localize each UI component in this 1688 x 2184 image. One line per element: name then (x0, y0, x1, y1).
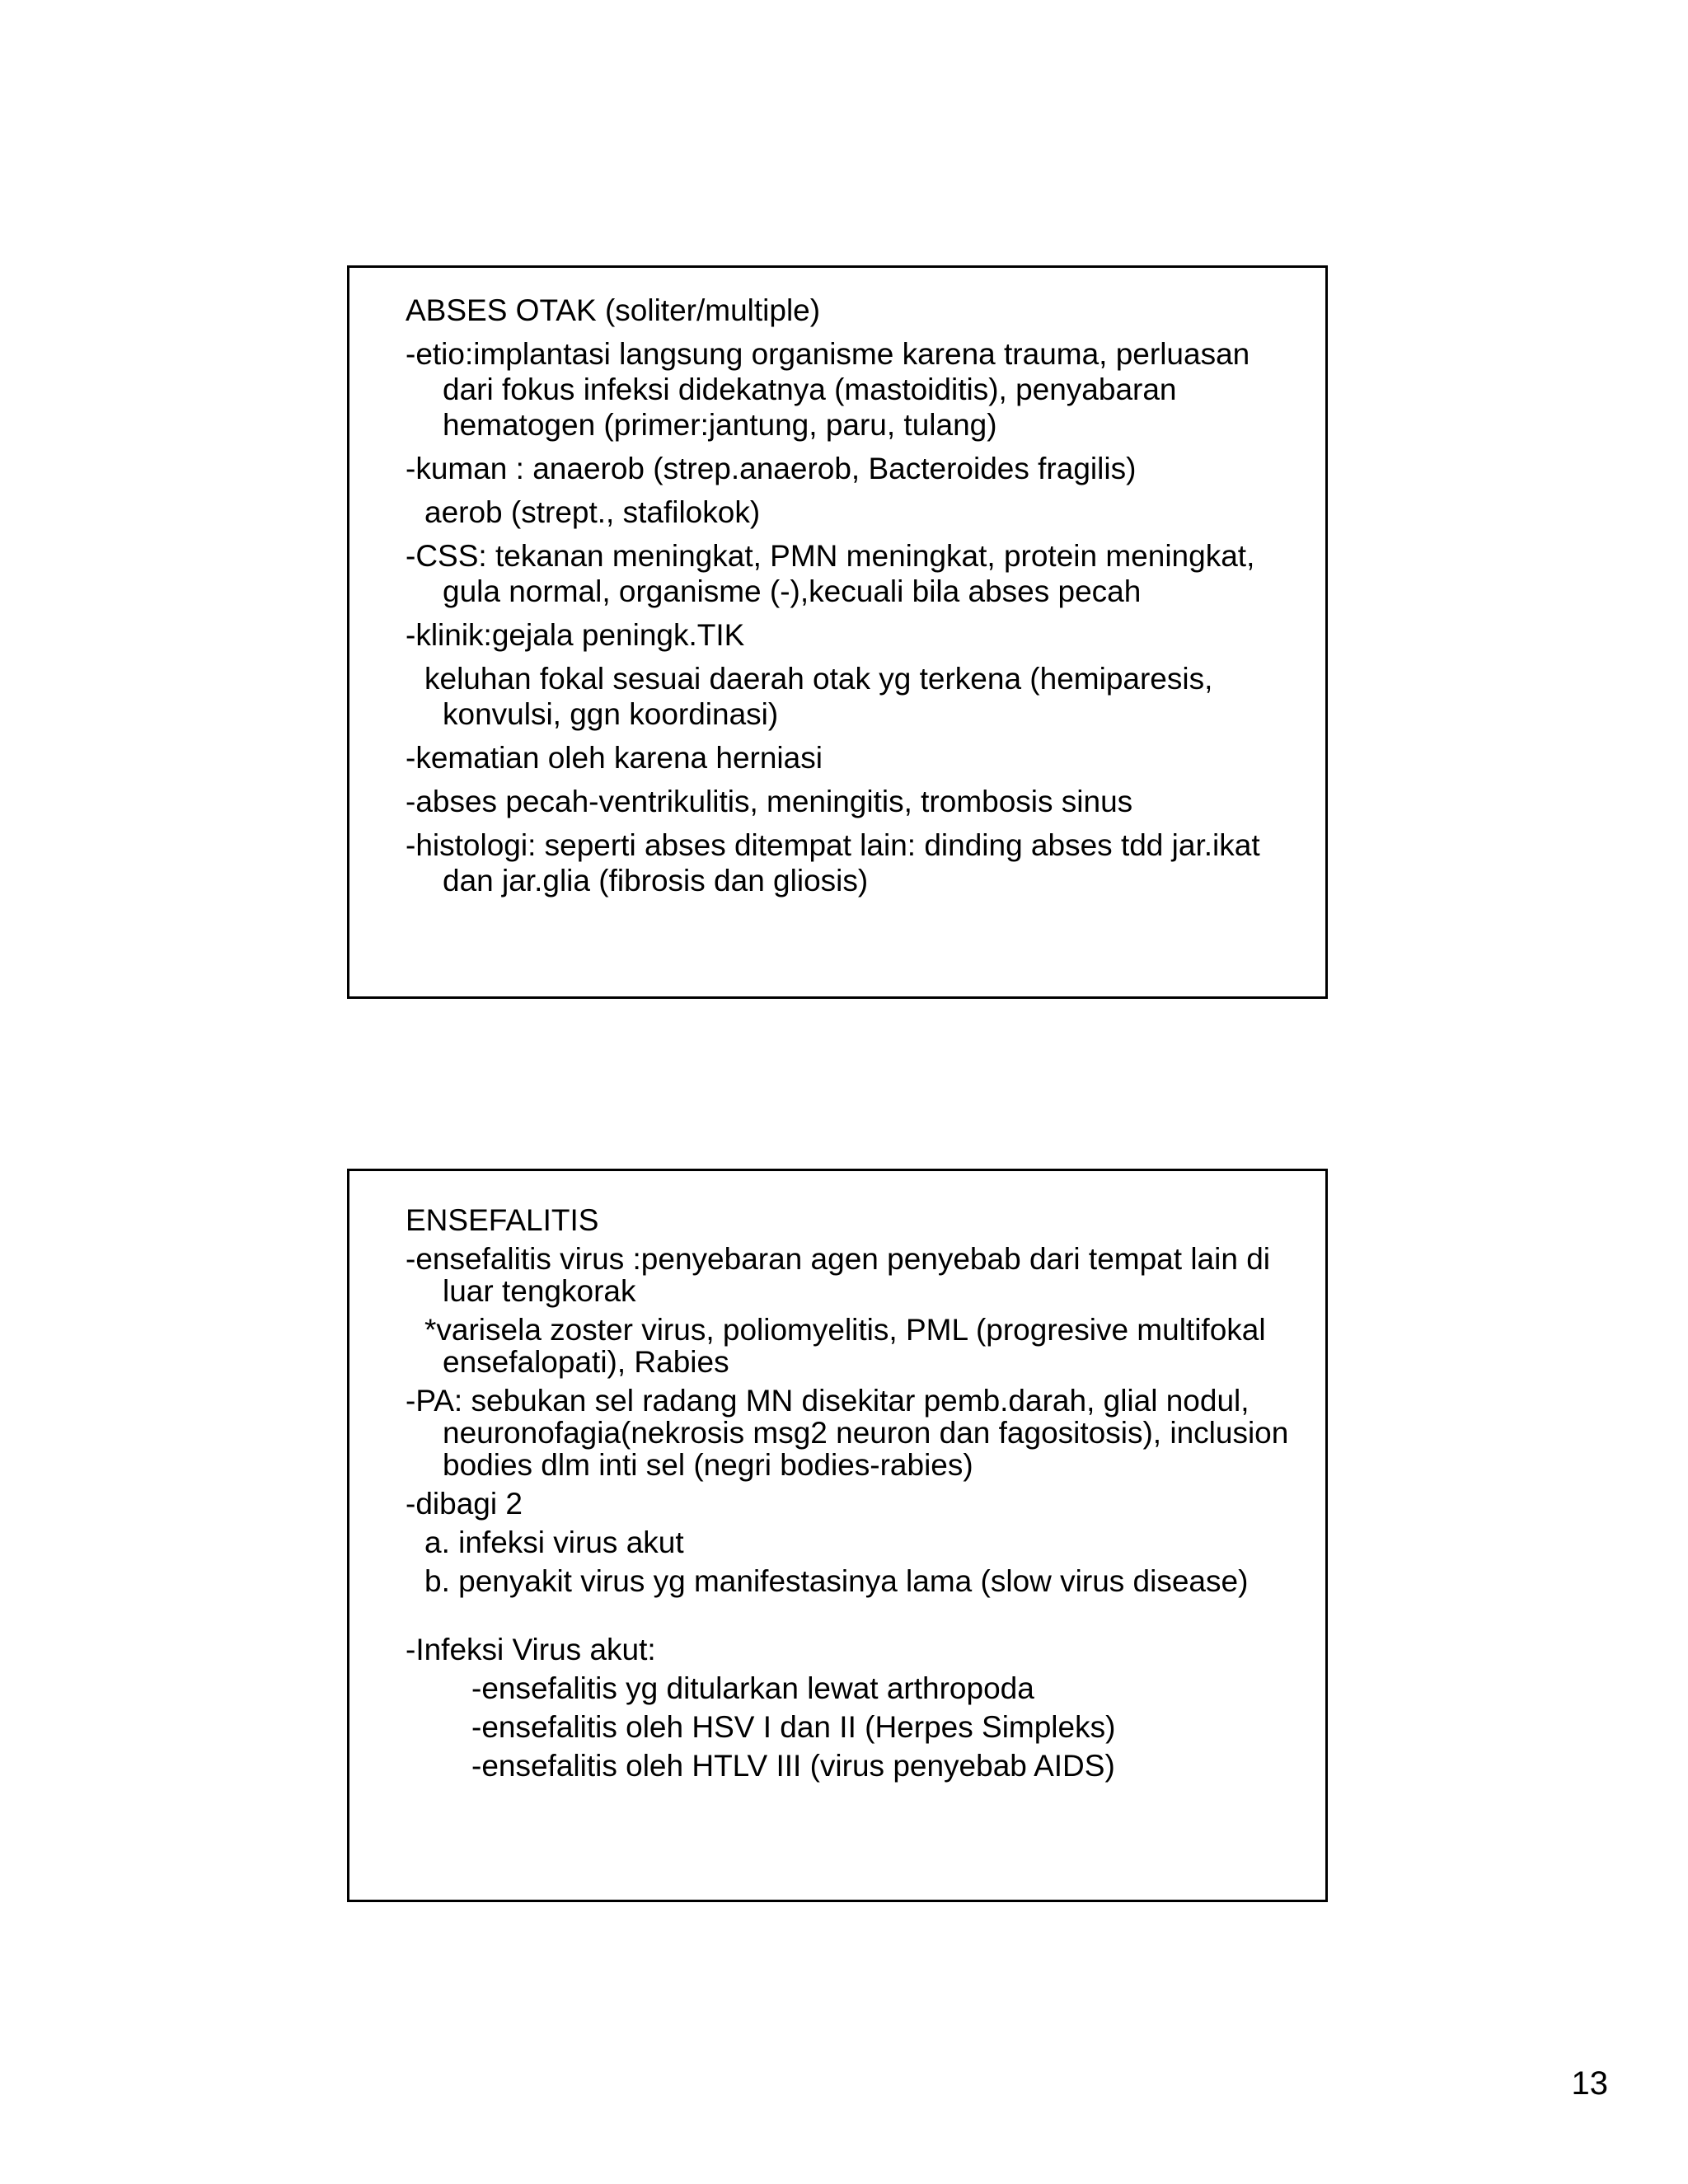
text-line: b. penyakit virus yg manifestasinya lama (slow virus disease) (424, 1564, 1249, 1598)
text-line: aerob (strept., stafilokok) (424, 495, 761, 529)
slide-text (406, 1204, 1292, 1788)
text-line: -ensefalitis oleh HSV I dan II (Herpes Simpleks) (471, 1710, 1116, 1744)
text-line: -histologi: seperti abses ditempat lain: dinding abses tdd jar.ikat dan jar.glia (fibrosis dan gliosis) (406, 828, 1260, 898)
slide-text (406, 293, 1292, 907)
page-number: 13 (1571, 2065, 1608, 2102)
text-line: -ensefalitis oleh HTLV III (virus penyebab AIDS) (471, 1749, 1115, 1783)
text-line: -kematian oleh karena herniasi (406, 741, 823, 775)
text-line: *varisela zoster virus, poliomyelitis, PML (progresive multifokal ensefalopati), Rabies (424, 1313, 1266, 1379)
slide-abses-otak (347, 265, 1328, 999)
text-line: -abses pecah-ventrikulitis, meningitis, trombosis sinus (406, 785, 1133, 818)
text-line: keluhan fokal sesuai daerah otak yg terkena (hemiparesis, konvulsi, ggn koordinasi) (424, 662, 1213, 731)
text-line: -CSS: tekanan meningkat, PMN meningkat, protein meningkat, gula normal, organisme (-),kecuali bila abses pecah (406, 539, 1255, 608)
text-line: -klinik:gejala peningk.TIK (406, 618, 745, 652)
slide-title: ABSES OTAK (soliter/multiple) (406, 293, 821, 327)
slide-title: ENSEFALITIS (406, 1203, 599, 1237)
text-line: -PA: sebukan sel radang MN disekitar pemb.darah, glial nodul, neuronofagia(nekrosis msg2 neuron dan fagositosis), inclusion bodies dlm inti sel (negri bodies-rabies) (406, 1384, 1289, 1482)
text-line: -kuman : anaerob (strep.anaerob, Bacteroides fragilis) (406, 452, 1137, 485)
text-line: -ensefalitis yg ditularkan lewat arthropoda (471, 1671, 1034, 1705)
text-line: a. infeksi virus akut (424, 1526, 684, 1559)
slide-ensefalitis (347, 1169, 1328, 1902)
text-line: -dibagi 2 (406, 1487, 523, 1521)
text-line: -Infeksi Virus akut: (406, 1633, 656, 1666)
text-line: -ensefalitis virus :penyebaran agen penyebab dari tempat lain di luar tengkorak (406, 1242, 1270, 1308)
text-line: -etio:implantasi langsung organisme karena trauma, perluasan dari fokus infeksi didekatnya (mastoiditis), penyabaran hematogen (primer:jantung, paru, tulang) (406, 337, 1250, 442)
